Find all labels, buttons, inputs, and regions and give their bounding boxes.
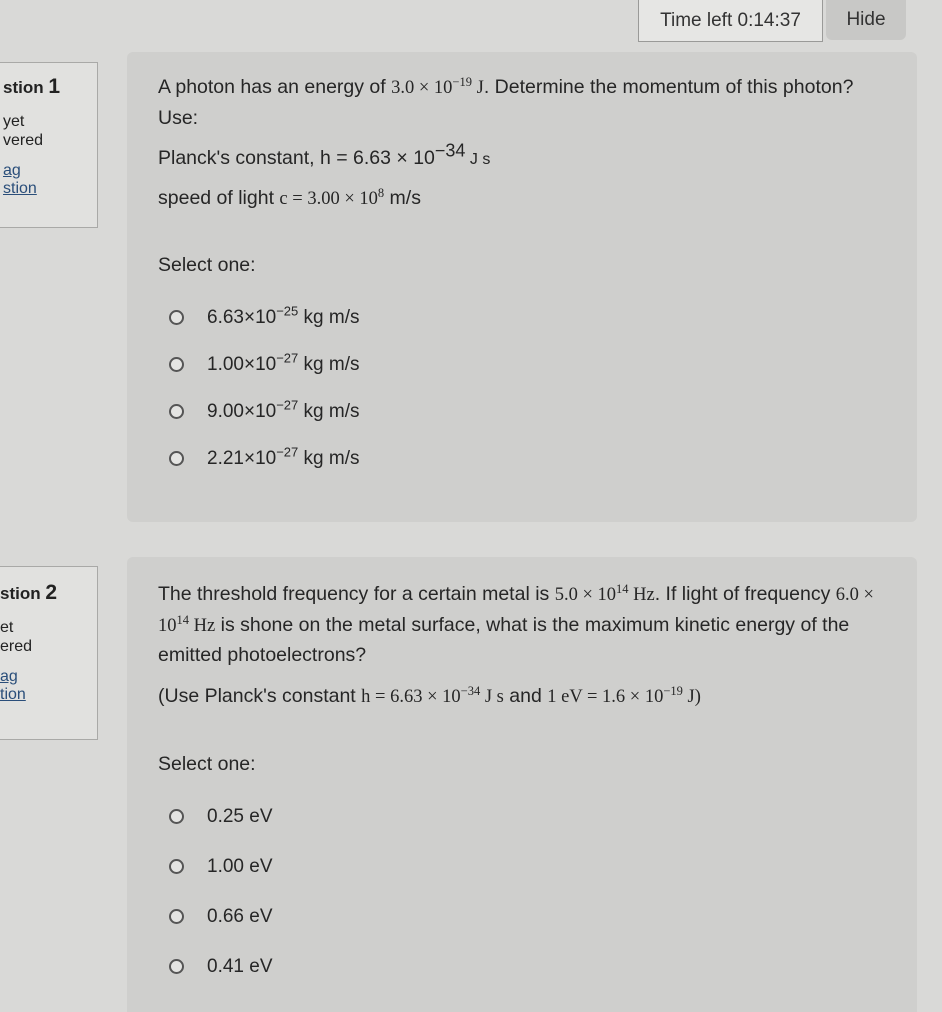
question-1-planck: Planck's constant, h = 6.63 × 10−34 J s [158,140,491,169]
question-2-select-label: Select one: [158,753,256,776]
radio-button[interactable] [169,310,184,325]
radio-button[interactable] [169,357,184,372]
radio-button[interactable] [169,404,184,419]
radio-button[interactable] [169,809,184,824]
question-2-flag-link[interactable]: ag tion [0,667,26,704]
question-1-info [0,62,98,228]
question-2-status: et ered [0,619,33,655]
question-1-text: A photon has an energy of $3.0 \times 10^{-19}$ J. Determine the momentum of this photon? [158,74,854,98]
question-1-light: speed of light $c = 3.00 \times 10^8$ m/s [158,185,421,210]
question-1-flag-link[interactable]: ag stion [3,161,37,198]
q1-option-a[interactable]: $6.63\times 10^{-25}$ kg m/s [158,294,887,341]
question-2-number: stion 2 [0,581,58,604]
radio-button[interactable] [169,909,184,924]
q2-option-c[interactable]: 0.66 eV [158,891,887,941]
radio-button[interactable] [169,859,184,874]
question-1-options [158,294,887,482]
q2-option-a[interactable]: 0.25 eV [158,791,887,841]
timer [638,0,823,42]
timer-value: 0:14:37 [737,9,801,31]
radio-button[interactable] [169,451,184,466]
question-2-panel [127,557,917,1012]
question-1-number: stion 1 [3,75,61,98]
question-2-options [158,791,887,991]
q1-option-b[interactable]: $1.00\times 10^{-27}$ kg m/s [158,341,887,388]
question-1-select-label: Select one: [158,253,256,276]
q1-option-c[interactable]: $9.00\times 10^{-27}$ kg m/s [158,388,887,435]
radio-button[interactable] [169,959,184,974]
question-1-status: yet vered [3,113,44,149]
q2-option-b[interactable]: 1.00 eV [158,841,887,891]
question-2-text: The threshold frequency for a certain metal is $5.0 \times 10^{14}$ Hz. If light of frequency $6.0 \times 10^{14}$ Hz is shone on the metal surface, what is the maximum kinetic energy of the emitted photoelectrons? [158,581,874,667]
question-2-info [0,566,98,740]
hide-timer-button[interactable]: Hide [826,0,906,40]
question-1-panel [127,52,917,522]
timer-label: Time left [660,9,733,31]
question-2-constants: (Use Planck's constant $h = 6.63 \times 10^{-34}$ J s and 1 eV = $1.6 \times 10^{-19}$ J) [158,683,701,707]
q1-option-d[interactable]: $2.21\times 10^{-27}$ kg m/s [158,435,887,482]
q2-option-d[interactable]: 0.41 eV [158,941,887,991]
question-1-use: Use: [158,106,199,129]
